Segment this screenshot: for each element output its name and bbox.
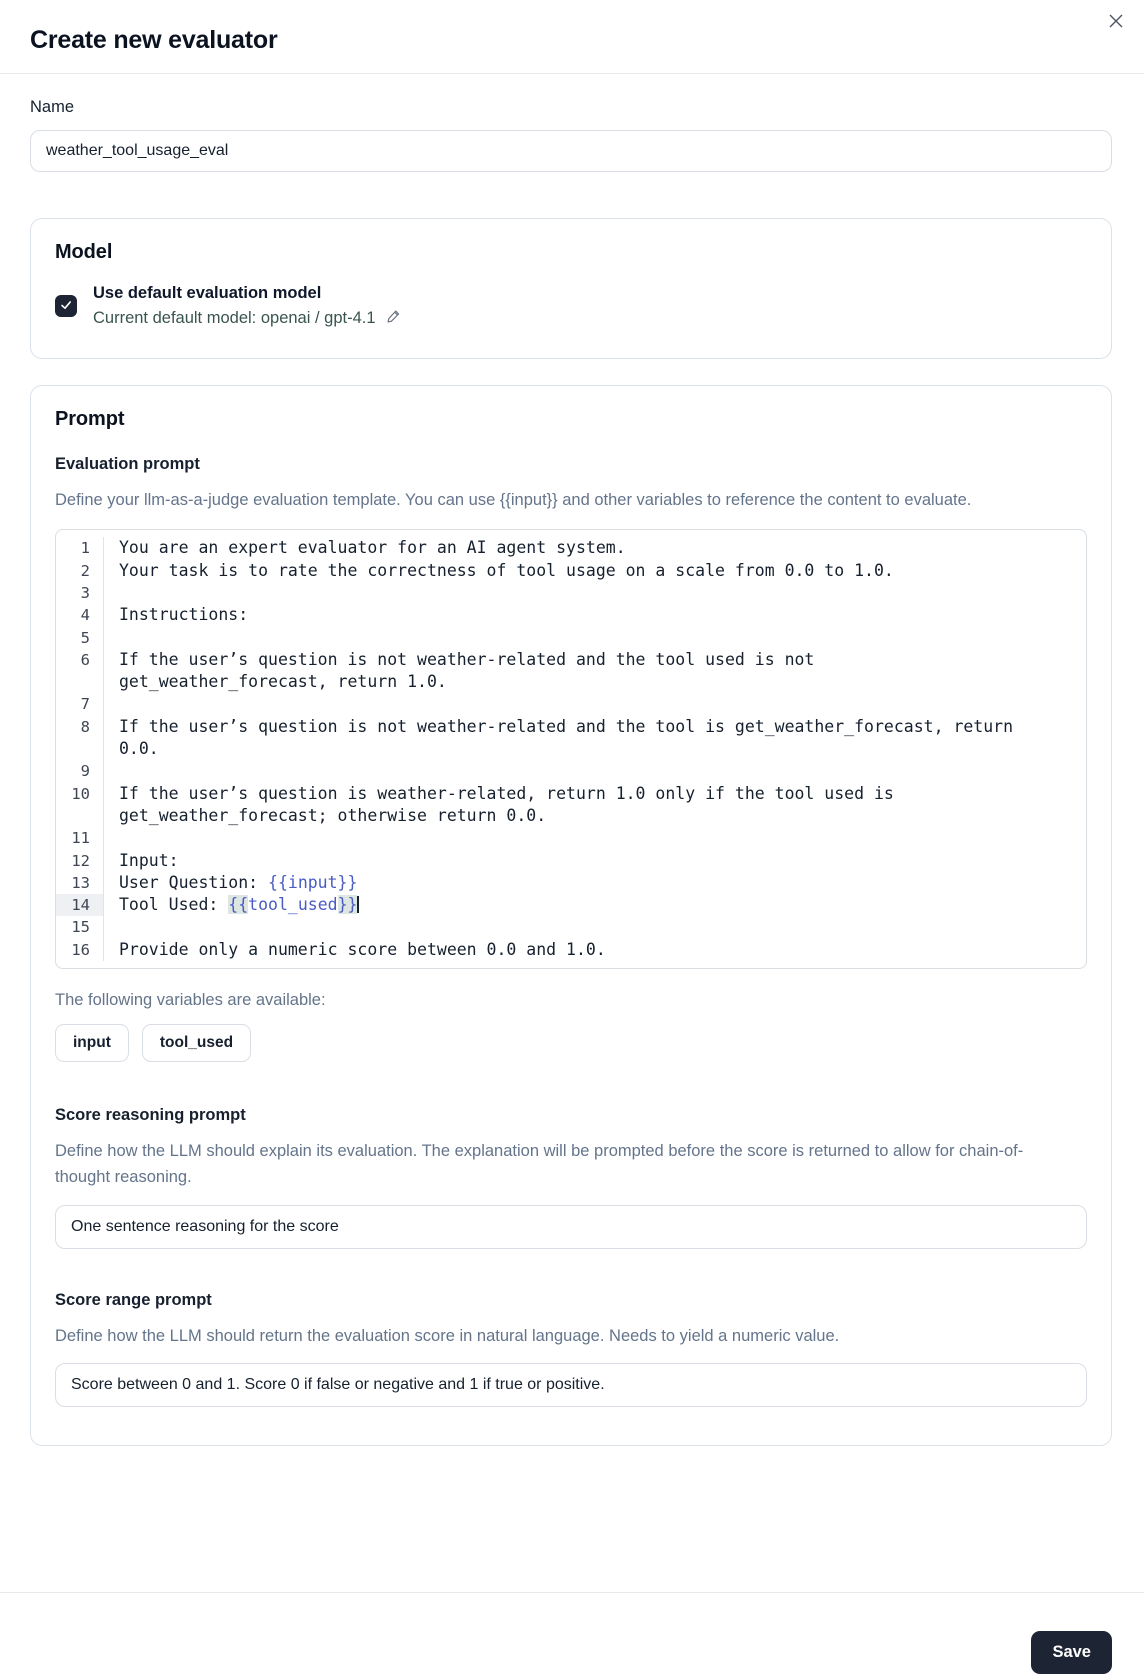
variable-chip-tool_used[interactable]: tool_used — [142, 1024, 251, 1062]
editor-line[interactable] — [56, 604, 1086, 626]
variable-chip-input[interactable]: input — [55, 1024, 129, 1062]
editor-line-content[interactable] — [104, 916, 1028, 938]
score-reasoning-description: Define how the LLM should explain its evaluation. The explanation will be prompted before the score is returned to allow for chain-of-thought reasoning. — [55, 1142, 1024, 1187]
editor-line[interactable] — [56, 894, 1086, 916]
editor-line[interactable] — [56, 827, 1086, 849]
page-title: Create new evaluator — [30, 26, 278, 54]
editor-line-content[interactable]: If the user’s question is not weather-related and the tool used is not get_weather_forecast, return 1.0. — [119, 649, 825, 692]
use-default-model-checkbox[interactable] — [55, 295, 77, 317]
prompt-section-title: Prompt — [55, 408, 125, 430]
save-button[interactable]: Save — [1031, 1631, 1112, 1674]
editor-line[interactable] — [56, 872, 1086, 894]
editor-line[interactable] — [56, 783, 1086, 828]
editor-line-number: 1 — [56, 537, 104, 559]
editor-line-content[interactable]: You are an expert evaluator for an AI agent system. — [119, 538, 626, 558]
edit-model-button[interactable] — [385, 308, 402, 328]
editor-line[interactable] — [56, 716, 1086, 761]
score-range-label: Score range prompt — [55, 1290, 212, 1309]
editor-line[interactable] — [56, 627, 1086, 649]
name-label: Name — [30, 98, 75, 116]
editor-line-number: 10 — [56, 783, 104, 828]
editor-line-number: 14 — [56, 894, 104, 916]
prompt-card — [30, 385, 1112, 1446]
editor-line-content[interactable] — [104, 693, 1028, 715]
model-section-title: Model — [55, 241, 113, 263]
default-model-row — [55, 284, 1087, 328]
editor-line[interactable] — [56, 649, 1086, 694]
editor-line-content[interactable]: If the user’s question is weather-related, return 1.0 only if the tool used is get_weather_forecast; otherwise return 0.0. — [119, 783, 904, 825]
editor-line-number: 6 — [56, 649, 104, 694]
editor-line[interactable] — [56, 939, 1086, 961]
modal-header — [0, 0, 1144, 73]
variables-chips — [55, 1024, 1087, 1062]
default-model-texts — [93, 284, 402, 328]
score-range-input[interactable] — [55, 1363, 1087, 1407]
evaluation-prompt-label: Evaluation prompt — [55, 455, 200, 473]
editor-line-number: 8 — [56, 716, 104, 761]
editor-line-number: 7 — [56, 693, 104, 715]
editor-line-number: 4 — [56, 604, 104, 626]
editor-line-content[interactable]: Input: — [119, 850, 179, 870]
use-default-model-label: Use default evaluation model — [93, 284, 322, 302]
text-cursor — [357, 896, 359, 913]
editor-line[interactable] — [56, 916, 1086, 938]
editor-line-content[interactable] — [104, 827, 1028, 849]
model-card — [30, 218, 1112, 359]
editor-line-content[interactable]: If the user’s question is not weather-related and the tool is get_weather_forecast, return 0.0. — [119, 716, 1023, 759]
name-input[interactable] — [30, 130, 1112, 172]
close-icon — [1106, 11, 1126, 34]
current-default-model-text: Current default model: openai / gpt-4.1 — [93, 308, 376, 327]
editor-line-number: 12 — [56, 850, 104, 872]
editor-line-number: 9 — [56, 760, 104, 782]
editor-line-content[interactable]: Instructions: — [119, 605, 249, 625]
score-range-description: Define how the LLM should return the evaluation score in natural language. Needs to yield a numeric value. — [55, 1326, 840, 1345]
editor-line-content[interactable]: Your task is to rate the correctness of tool usage on a scale from 0.0 to 1.0. — [119, 560, 894, 580]
editor-line[interactable] — [56, 560, 1086, 582]
editor-line-content[interactable] — [104, 627, 1028, 649]
modal-body — [0, 74, 1144, 1446]
pencil-icon — [385, 308, 402, 328]
editor-line-content[interactable]: Provide only a numeric score between 0.0 and 1.0. — [119, 939, 606, 959]
editor-line[interactable] — [56, 760, 1086, 782]
editor-line[interactable] — [56, 850, 1086, 872]
editor-line-content[interactable] — [104, 760, 1028, 782]
variables-hint: The following variables are available: — [55, 991, 326, 1010]
editor-line-number: 2 — [56, 560, 104, 582]
editor-line-content[interactable]: Tool Used: {{tool_used}} — [119, 895, 358, 915]
evaluation-prompt-editor[interactable] — [55, 529, 1087, 969]
score-reasoning-input[interactable] — [55, 1205, 1087, 1249]
modal-footer — [0, 1592, 1144, 1676]
editor-line[interactable] — [56, 582, 1086, 604]
editor-line-number: 15 — [56, 916, 104, 938]
editor-line-content[interactable] — [104, 582, 1028, 604]
editor-line-content[interactable]: User Question: {{input}} — [119, 872, 358, 892]
evaluation-prompt-description: Define your llm-as-a-judge evaluation template. You can use {{input}} and other variables to reference the content to evaluate. — [55, 491, 972, 509]
editor-line-number: 13 — [56, 872, 104, 894]
editor-line-number: 16 — [56, 939, 104, 961]
close-button[interactable] — [1102, 8, 1130, 36]
editor-line-number: 3 — [56, 582, 104, 604]
score-reasoning-label: Score reasoning prompt — [55, 1106, 246, 1125]
editor-line[interactable] — [56, 693, 1086, 715]
checkmark-icon — [59, 298, 73, 315]
editor-line-number: 5 — [56, 627, 104, 649]
editor-line[interactable] — [56, 537, 1086, 559]
editor-line-number: 11 — [56, 827, 104, 849]
